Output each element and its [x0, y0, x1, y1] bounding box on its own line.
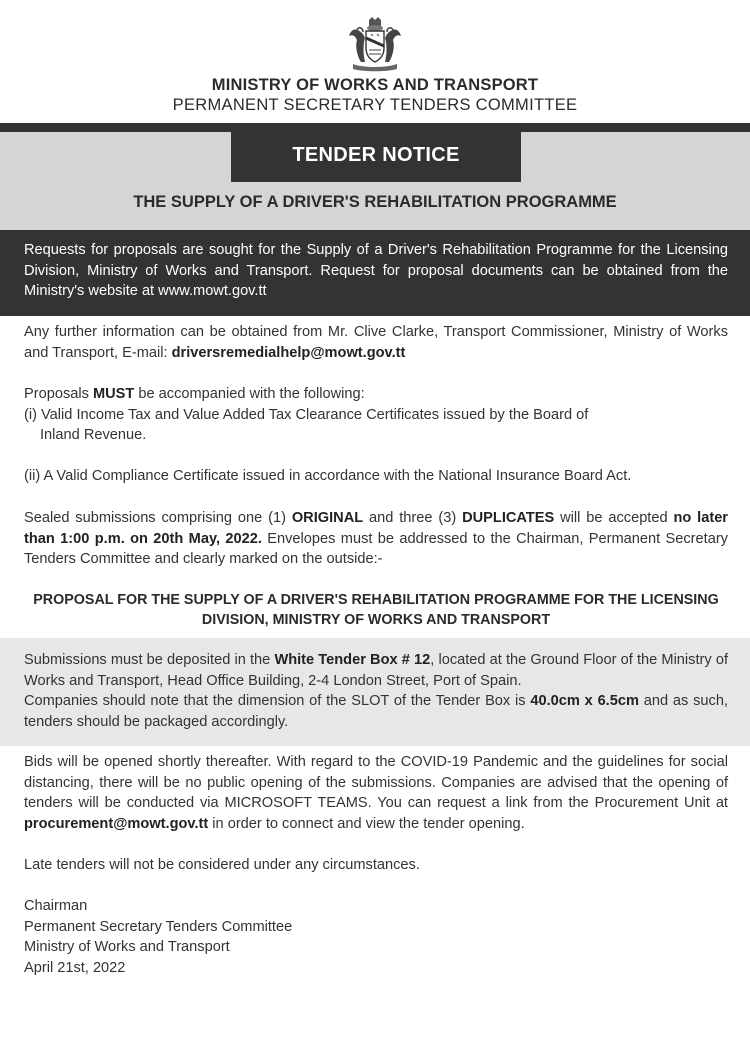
submissions-deadline: no later than 1:00 p.m. on 20th May, 2022.	[24, 510, 728, 547]
deposit-text-2: , located at the Ground Floor of the Ministry of Works and Transport, Head Office Building, 2-4 London Street, Port of Spain.	[24, 652, 728, 689]
deposit-text-3: Companies should note that the dimension of the SLOT of the Tender Box is	[24, 693, 531, 709]
requirements-must: MUST	[92, 386, 135, 402]
signature-date: April 21st, 2022	[24, 960, 126, 976]
signature-committee: Permanent Secretary Tenders Committee	[24, 919, 293, 935]
request-paragraph: Requests for proposals are sought for the Supply of a Driver's Rehabilitation Programme for the Licensing Division, Ministry of Works and Transport. Request for proposal documents can be obtained from the Ministry's website at www.mowt.gov.tt	[24, 242, 728, 299]
submissions-text-3: will be accepted	[554, 510, 674, 526]
requirement-item-1-line1: (i) Valid Income Tax and Value Added Tax Clearance Certificates issued by the Board of	[24, 406, 589, 423]
late-notice: Late tenders will not be considered under any circumstances.	[24, 857, 420, 873]
proposal-heading-line2: DIVISION, MINISTRY OF WORKS AND TRANSPORT	[201, 612, 551, 628]
bids-text-2: in order to connect and view the tender opening.	[208, 815, 525, 832]
info-text: Any further information can be obtained from Mr. Clive Clarke, Transport Commissioner, Ministry of Works and Transport, E-mail:	[24, 324, 728, 361]
requirements-block	[24, 384, 728, 446]
coat-of-arms-icon	[345, 16, 405, 72]
requirements-intro-pre: Proposals	[24, 386, 93, 402]
requirement-item-2: (ii) A Valid Compliance Certificate issued in accordance with the National Insurance Board Act.	[24, 468, 632, 484]
proposal-heading-line1: PROPOSAL FOR THE SUPPLY OF A DRIVER'S REHABILITATION PROGRAMME FOR THE LICENSING	[33, 592, 719, 608]
info-paragraph	[24, 322, 728, 363]
info-email: driversremedialhelp@mowt.gov.tt	[171, 344, 406, 361]
committee-name: PERMANENT SECRETARY TENDERS COMMITTEE	[172, 96, 578, 114]
deposit-box: White Tender Box # 12	[274, 652, 431, 668]
submissions-text-4: Envelopes must be addressed to the Chairman, Permanent Secretary Tenders Committee and clearly marked on the outside:-	[24, 530, 728, 567]
header-divider	[0, 123, 750, 132]
deposit-dimension: 40.0cm x 6.5cm	[530, 693, 639, 709]
proposal-heading	[24, 590, 728, 630]
signature-ministry: Ministry of Works and Transport	[24, 939, 230, 955]
bids-email: procurement@mowt.gov.tt	[24, 815, 209, 832]
requirements-intro-post: be accompanied with the following:	[134, 386, 365, 402]
signature-title: Chairman	[24, 898, 88, 914]
submissions-original: ORIGINAL	[291, 510, 364, 526]
deposit-paragraph	[24, 650, 728, 732]
requirement-item-1-line2: Inland Revenue.	[40, 427, 147, 443]
deposit-text-1: Submissions must be deposited in the	[24, 652, 275, 668]
submissions-text-2: and three (3)	[363, 510, 463, 526]
bids-paragraph	[24, 752, 728, 834]
submissions-paragraph	[24, 508, 728, 570]
submissions-duplicates: DUPLICATES	[462, 510, 555, 526]
submissions-text-1: Sealed submissions comprising one (1)	[24, 510, 292, 526]
deposit-text-4: and as such, tenders should be packaged accordingly.	[24, 693, 728, 730]
ministry-name: MINISTRY OF WORKS AND TRANSPORT	[211, 76, 539, 94]
notice-subject: THE SUPPLY OF A DRIVER'S REHABILITATION PROGRAMME	[133, 193, 617, 211]
bids-text-1: Bids will be opened shortly thereafter. With regard to the COVID-19 Pandemic and the guidelines for social distancing, there will be no public opening of the submissions. Companies are advised that the opening of tenders will be conducted via MICROSOFT TEAMS. You can request a link from the Procurement Unit at	[24, 754, 728, 811]
tender-notice-title: TENDER NOTICE	[231, 132, 521, 182]
